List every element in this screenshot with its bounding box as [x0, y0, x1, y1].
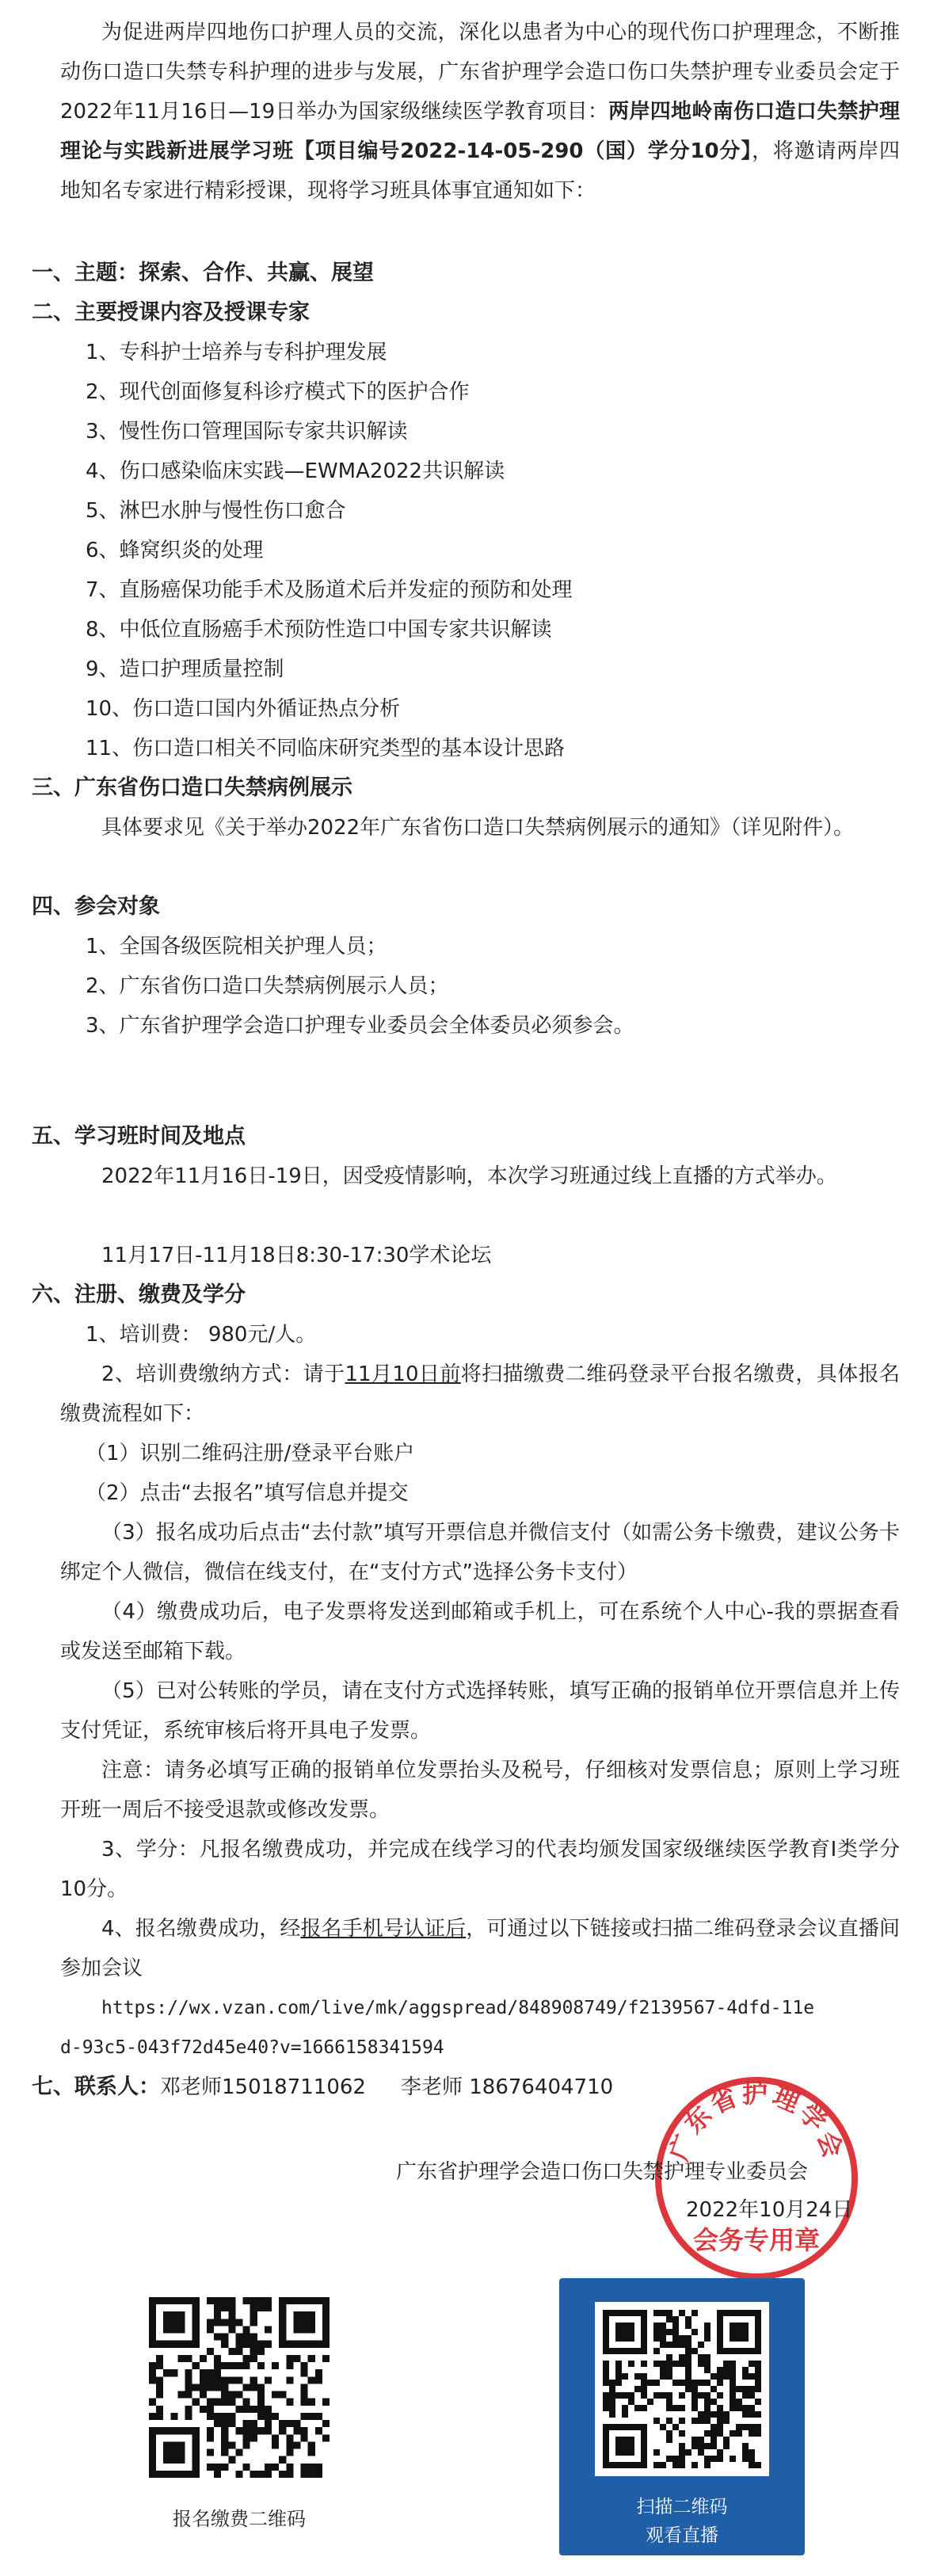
time-paragraph: 2022年11月16日-19日，因受疫情影响，本次学习班通过线上直播的方式举办。 — [101, 1164, 837, 1188]
step-item: （2）点击“去报名”填写信息并提交 — [86, 1481, 409, 1505]
intro-text: 为促进两岸四地伤口护理人员的交流，深化以患者为中心的现代伤口护理理念，不断推动伤口造口失禁专科护理的进步与发展，广东省护理学会造口伤口失禁护理专业委员会定于2022年11月16日—19日举办为国家级继续医学教育项目： — [60, 21, 900, 124]
svg-text:广东省护理学会 — [664, 2079, 849, 2164]
step-item: （4）缴费成功后，电子发票将发送到邮箱或手机上，可在系统个人中心-我的票据查看或发送至邮箱下载。 — [60, 1600, 900, 1663]
course-title: 两岸四地岭南伤口造口失禁护理理论与实践新进展学习班【项目编号2022-14-05-290（国）学分10分】 — [60, 100, 900, 163]
live-qr-code[interactable] — [603, 2310, 761, 2468]
live-qr-panel — [559, 2278, 805, 2555]
seal-org-text: 广东省护理学会 — [663, 2079, 850, 2165]
schedule-text: 11月17日-11月18日8:30-17:30学术论坛 — [101, 1244, 492, 1267]
section-fee-heading: 六、注册、缴费及学分 — [32, 1282, 246, 1307]
qr-finder-pattern — [163, 2311, 185, 2333]
contact-li: 李老师 18676404710 — [400, 2075, 614, 2099]
payment-qr-code[interactable] — [149, 2297, 330, 2478]
signature-date: 2022年10月24日 — [686, 2198, 853, 2222]
qr-finder-pattern — [293, 2311, 314, 2333]
fee-value: 980元/人。 — [208, 1323, 317, 1347]
qr-finder-pattern — [163, 2441, 185, 2463]
list-item: 1、全国各级医院相关护理人员； — [86, 935, 387, 958]
qr-finder-pattern — [615, 2323, 634, 2342]
list-item: 8、中低位直肠癌手术预防性造口中国专家共识解读 — [86, 618, 552, 642]
live-text: 4、报名缴费成功，经 — [101, 1917, 301, 1941]
list-item: 3、广东省护理学会造口护理专业委员会全体委员必须参会。 — [86, 1014, 634, 1038]
live-qr-line2: 观看直播 — [646, 2525, 718, 2546]
list-item: 11、伤口造口相关不同临床研究类型的基本设计思路 — [86, 737, 566, 760]
case-paragraph: 具体要求见《关于举办2022年广东省伤口造口失禁病例展示的通知》（详见附件）。 — [101, 816, 855, 840]
section-contact-heading: 七、联系人： — [32, 2075, 160, 2099]
payment-deadline: 11月10日前 — [345, 1362, 461, 1386]
list-item: 7、直肠癌保功能手术及肠道术后并发症的预防和处理 — [86, 578, 573, 602]
list-item: 2、广东省伤口造口失禁病例展示人员； — [86, 974, 449, 998]
live-url-link-cont[interactable]: d-93c5-043f72d45e40?v=1666158341594 — [60, 2037, 444, 2058]
section-content-heading: 二、主要授课内容及授课专家 — [32, 300, 310, 325]
intro-text-end: ，将邀请两岸四地知名专家进行精彩授课，现将学习班具体事宜通知如下： — [60, 139, 900, 203]
section-case-heading: 三、广东省伤口造口失禁病例展示 — [32, 775, 352, 800]
live-paragraph — [60, 1909, 900, 1988]
signature-org: 广东省护理学会造口伤口失禁护理专业委员会 — [396, 2160, 809, 2184]
qr-finder-pattern — [615, 2437, 634, 2456]
list-item: 6、蜂窝织炎的处理 — [86, 539, 264, 562]
fee-label: 1、培训费： — [86, 1323, 202, 1347]
payment-method-paragraph — [60, 1355, 900, 1434]
section-time-heading: 五、学习班时间及地点 — [32, 1124, 246, 1149]
credit-paragraph: 3、学分：凡报名缴费成功，并完成在线学习的代表均颁发国家级继续医学教育I类学分10分。 — [60, 1838, 900, 1901]
live-text-end: ，可通过以下链接或扫描二维码登录会议直播间参加会议 — [60, 1917, 900, 1980]
section-audience-heading: 四、参会对象 — [32, 894, 160, 919]
step-item: （3）报名成功后点击“去付款”填写开票信息并微信支付（如需公务卡缴费，建议公务卡绑定个人微信，微信在线支付，在“支付方式”选择公务卡支付） — [60, 1521, 900, 1584]
section-theme-heading: 一、主题：探索、合作、共赢、展望 — [32, 261, 374, 285]
list-item: 2、现代创面修复科诊疗模式下的医护合作 — [86, 380, 470, 404]
list-item: 4、伤口感染临床实践—EWMA2022共识解读 — [86, 459, 505, 483]
fee-line — [86, 1315, 316, 1355]
payment-text-end: 将扫描缴费二维码登录平台报名缴费，具体报名缴费流程如下： — [60, 1362, 900, 1426]
list-item: 9、造口护理质量控制 — [86, 657, 284, 681]
contact-line — [32, 2067, 613, 2107]
step-item: （1）识别二维码注册/登录平台账户 — [86, 1442, 415, 1465]
list-item: 10、伤口造口国内外循证热点分析 — [86, 697, 401, 721]
live-auth-text: 报名手机号认证后 — [300, 1917, 467, 1941]
note-paragraph: 注意：请务必填写正确的报销单位发票抬头及税号，仔细核对发票信息；原则上学习班开班一周后不接受退款或修改发票。 — [60, 1759, 900, 1822]
step-item: （5）已对公转账的学员，请在支付方式选择转账，填写正确的报销单位开票信息并上传支付凭证，系统审核后将开具电子发票。 — [60, 1679, 900, 1743]
contact-deng: 邓老师15018711062 — [160, 2075, 366, 2099]
seal-purpose-text: 会务专用章 — [692, 2225, 821, 2255]
qr-finder-pattern — [730, 2323, 749, 2342]
payment-qr-caption: 报名缴费二维码 — [173, 2508, 306, 2530]
intro-paragraph — [60, 13, 900, 211]
live-url-link[interactable]: https://wx.vzan.com/live/mk/aggspread/848908749/f2139567-4dfd-11e — [101, 1998, 815, 2018]
list-item: 1、专科护士培养与专科护理发展 — [86, 341, 387, 364]
list-item: 3、慢性伤口管理国际专家共识解读 — [86, 420, 408, 444]
live-qr-line1: 扫描二维码 — [636, 2497, 728, 2517]
list-item: 5、淋巴水肿与慢性伤口愈合 — [86, 499, 346, 523]
payment-text: 2、培训费缴纳方式：请于 — [101, 1362, 345, 1386]
